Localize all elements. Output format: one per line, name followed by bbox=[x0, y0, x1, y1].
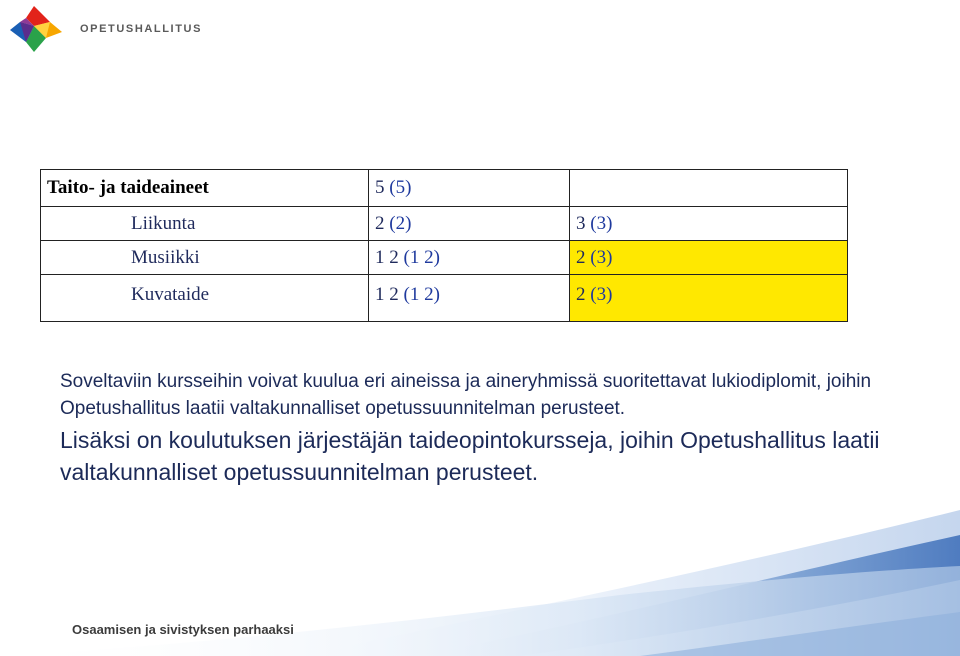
compulsory-cell bbox=[369, 275, 570, 322]
subject-cell: Musiikki bbox=[41, 241, 369, 275]
elective-cell bbox=[570, 207, 848, 241]
course-count: 2 bbox=[576, 284, 586, 305]
course-count-paren: (1 2) bbox=[403, 284, 440, 305]
table-row bbox=[41, 170, 848, 207]
paragraph-applied-courses: Soveltaviin kursseihin voivat kuulua eri aineissa ja aineryhmissä suoritettavat lukiodiplomit, joihin Opetushallitus laatii valtakunnalliset opetussuunnitelman perusteet. bbox=[60, 371, 872, 419]
elective-cell-highlighted bbox=[570, 241, 848, 275]
course-count: 2 bbox=[375, 212, 385, 234]
body-text bbox=[60, 368, 940, 488]
subject-cell: Kuvataide bbox=[41, 275, 369, 322]
footer-slogan: Osaamisen ja sivistyksen parhaaksi bbox=[72, 622, 294, 637]
compulsory-cell bbox=[369, 207, 570, 241]
elective-cell-highlighted bbox=[570, 275, 848, 322]
table-row bbox=[41, 275, 848, 322]
course-count-paren: (2) bbox=[389, 212, 412, 234]
course-count-paren: (3) bbox=[590, 246, 613, 268]
subject-cell: Liikunta bbox=[41, 207, 369, 241]
table-row bbox=[41, 207, 848, 241]
course-table bbox=[40, 169, 848, 322]
logo-diamond-icon bbox=[6, 4, 68, 54]
subject-cell: Taito- ja taideaineet bbox=[41, 170, 369, 207]
elective-cell bbox=[570, 170, 848, 207]
compulsory-cell bbox=[369, 170, 570, 207]
course-count: 2 bbox=[576, 246, 586, 268]
course-count-paren: (3) bbox=[590, 284, 613, 305]
course-count: 5 bbox=[375, 177, 385, 198]
course-count-paren: (5) bbox=[389, 177, 412, 198]
course-count: 1 2 bbox=[375, 284, 399, 305]
course-count: 3 bbox=[576, 212, 586, 234]
opetushallitus-logo bbox=[6, 4, 203, 54]
course-count-paren: (1 2) bbox=[403, 246, 440, 268]
course-count: 1 2 bbox=[375, 246, 399, 268]
course-count-paren: (3) bbox=[590, 212, 613, 234]
paragraph-art-courses: Lisäksi on koulutuksen järjestäjän taideopintokursseja, joihin Opetushallitus laatii valtakunnalliset opetussuunnitelman perusteet. bbox=[60, 427, 880, 485]
logo-wordmark: OPETUSHALLITUS bbox=[80, 23, 203, 35]
compulsory-cell bbox=[369, 241, 570, 275]
table-row bbox=[41, 241, 848, 275]
